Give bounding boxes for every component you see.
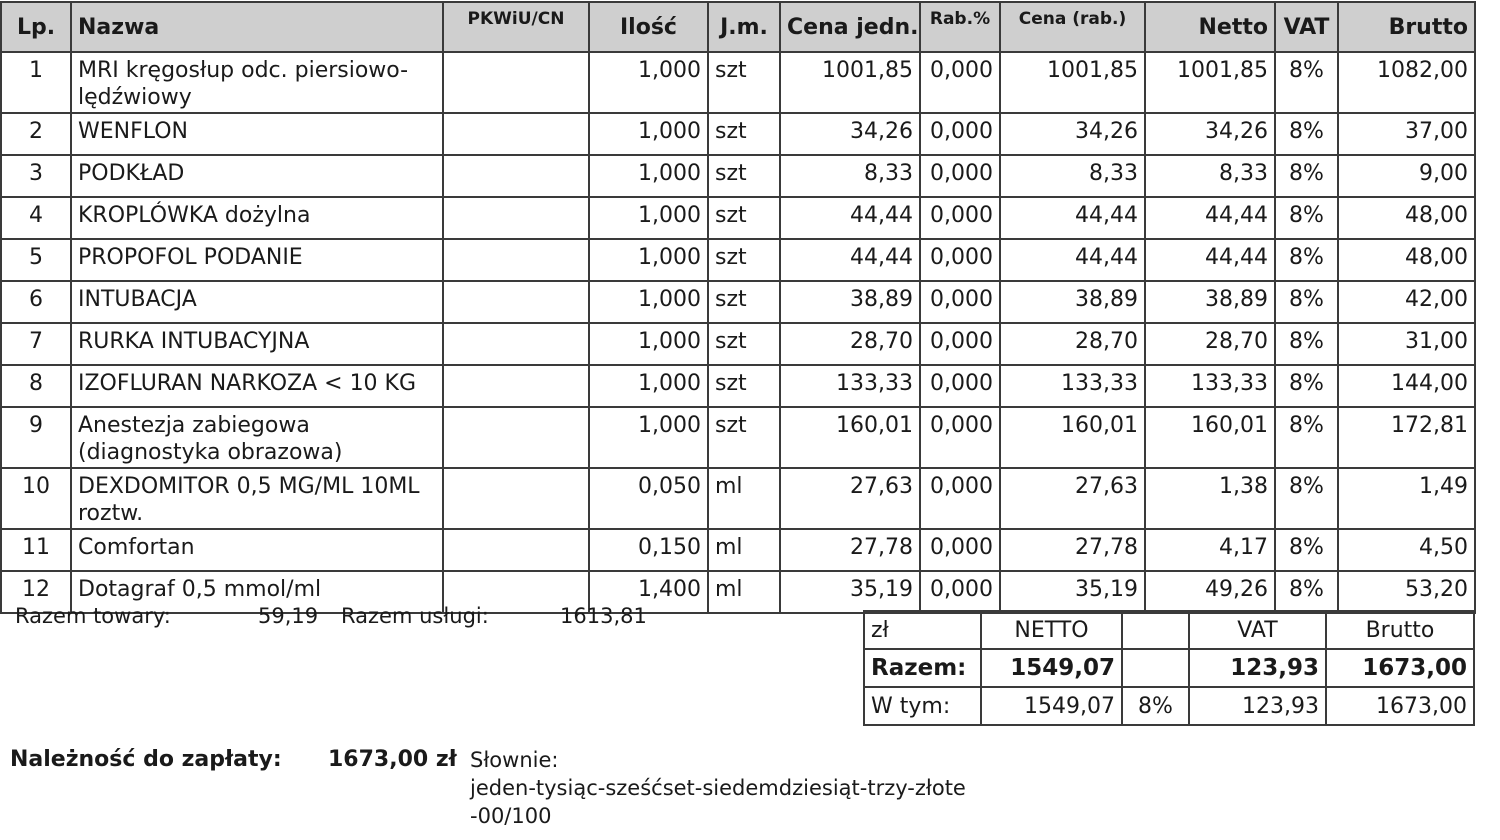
services-total-value: 1613,81 — [560, 604, 647, 628]
header-ilosc: Ilość — [589, 2, 708, 52]
row-discounted-price: 27,63 — [1000, 468, 1145, 529]
row-gross: 172,81 — [1338, 407, 1475, 468]
row-quantity: 1,000 — [589, 197, 708, 239]
row-unit-price: 133,33 — [780, 365, 920, 407]
row-net: 34,26 — [1145, 113, 1275, 155]
header-vat: VAT — [1275, 2, 1338, 52]
row-lp: 2 — [1, 113, 71, 155]
header-rab: Rab.% — [920, 2, 1000, 52]
row-lp: 12 — [1, 571, 71, 613]
row-unit-price: 44,44 — [780, 197, 920, 239]
summary-razem-label: Razem: — [864, 649, 981, 687]
row-name: KROPLÓWKA dożylna — [71, 197, 443, 239]
row-pkwiu — [443, 468, 589, 529]
row-lp: 5 — [1, 239, 71, 281]
row-unit: szt — [708, 365, 780, 407]
summary-razem-rate — [1122, 649, 1189, 687]
row-vat: 8% — [1275, 365, 1338, 407]
row-discounted-price: 27,78 — [1000, 529, 1145, 571]
summary-wtym-brutto: 1673,00 — [1326, 687, 1474, 725]
row-name: Anestezja zabiegowa (diagnostyka obrazowa) — [71, 407, 443, 468]
row-net: 8,33 — [1145, 155, 1275, 197]
summary-brutto-header: Brutto — [1326, 611, 1474, 649]
row-discounted-price: 38,89 — [1000, 281, 1145, 323]
row-pkwiu — [443, 197, 589, 239]
summary-razem-vat: 123,93 — [1189, 649, 1326, 687]
row-unit: szt — [708, 155, 780, 197]
row-name: RURKA INTUBACYJNA — [71, 323, 443, 365]
row-gross: 53,20 — [1338, 571, 1475, 613]
row-unit-price: 44,44 — [780, 239, 920, 281]
row-unit-price: 34,26 — [780, 113, 920, 155]
row-gross: 144,00 — [1338, 365, 1475, 407]
row-name: WENFLON — [71, 113, 443, 155]
header-jm: J.m. — [708, 2, 780, 52]
row-discount: 0,000 — [920, 239, 1000, 281]
row-quantity: 1,000 — [589, 155, 708, 197]
goods-total-value: 59,19 — [258, 604, 319, 628]
row-discounted-price: 34,26 — [1000, 113, 1145, 155]
summary-wtym-rate: 8% — [1122, 687, 1189, 725]
row-quantity: 1,000 — [589, 281, 708, 323]
row-net: 28,70 — [1145, 323, 1275, 365]
table-row — [1, 323, 1475, 365]
row-unit: ml — [708, 468, 780, 529]
row-unit: szt — [708, 113, 780, 155]
row-discount: 0,000 — [920, 365, 1000, 407]
table-row — [1, 52, 1475, 113]
amount-due-label: Należność do zapłaty: — [10, 747, 282, 772]
row-net: 49,26 — [1145, 571, 1275, 613]
row-discounted-price: 35,19 — [1000, 571, 1145, 613]
row-discount: 0,000 — [920, 281, 1000, 323]
invoice-rows — [1, 52, 1475, 613]
row-unit-price: 27,78 — [780, 529, 920, 571]
row-discounted-price: 1001,85 — [1000, 52, 1145, 113]
row-gross: 1082,00 — [1338, 52, 1475, 113]
row-lp: 7 — [1, 323, 71, 365]
invoice-items-table — [0, 1, 1476, 614]
row-pkwiu — [443, 113, 589, 155]
row-net: 1001,85 — [1145, 52, 1275, 113]
summary-razem-row — [864, 649, 1474, 687]
row-unit-price: 1001,85 — [780, 52, 920, 113]
table-row — [1, 365, 1475, 407]
row-name: PODKŁAD — [71, 155, 443, 197]
row-vat: 8% — [1275, 155, 1338, 197]
amount-in-words-label: Słownie: — [470, 748, 559, 772]
row-discount: 0,000 — [920, 155, 1000, 197]
table-row — [1, 155, 1475, 197]
row-quantity: 1,000 — [589, 239, 708, 281]
row-pkwiu — [443, 529, 589, 571]
row-vat: 8% — [1275, 407, 1338, 468]
row-name: DEXDOMITOR 0,5 MG/ML 10ML roztw. — [71, 468, 443, 529]
row-lp: 3 — [1, 155, 71, 197]
row-vat: 8% — [1275, 113, 1338, 155]
row-lp: 6 — [1, 281, 71, 323]
row-name: IZOFLURAN NARKOZA < 10 KG — [71, 365, 443, 407]
row-net: 4,17 — [1145, 529, 1275, 571]
row-quantity: 1,000 — [589, 113, 708, 155]
row-gross: 48,00 — [1338, 197, 1475, 239]
row-lp: 9 — [1, 407, 71, 468]
goods-total-label: Razem towary: — [15, 604, 171, 628]
row-unit: szt — [708, 281, 780, 323]
row-quantity: 1,000 — [589, 365, 708, 407]
row-quantity: 1,000 — [589, 407, 708, 468]
header-pkwiu: PKWiU/CN — [443, 2, 589, 52]
table-row — [1, 239, 1475, 281]
row-pkwiu — [443, 155, 589, 197]
row-net: 133,33 — [1145, 365, 1275, 407]
row-pkwiu — [443, 239, 589, 281]
row-discount: 0,000 — [920, 571, 1000, 613]
row-vat: 8% — [1275, 239, 1338, 281]
table-header-row — [1, 2, 1475, 52]
summary-wtym-row — [864, 687, 1474, 725]
row-discounted-price: 44,44 — [1000, 197, 1145, 239]
row-pkwiu — [443, 365, 589, 407]
summary-empty-cell — [1122, 611, 1189, 649]
row-unit: szt — [708, 323, 780, 365]
row-lp: 11 — [1, 529, 71, 571]
table-row — [1, 571, 1475, 613]
row-discounted-price: 44,44 — [1000, 239, 1145, 281]
header-brutto: Brutto — [1338, 2, 1475, 52]
row-discounted-price: 133,33 — [1000, 365, 1145, 407]
row-quantity: 1,000 — [589, 52, 708, 113]
row-vat: 8% — [1275, 571, 1338, 613]
row-discount: 0,000 — [920, 323, 1000, 365]
row-name: PROPOFOL PODANIE — [71, 239, 443, 281]
row-lp: 4 — [1, 197, 71, 239]
header-lp: Lp. — [1, 2, 71, 52]
vat-summary-table — [863, 610, 1475, 726]
summary-razem-brutto: 1673,00 — [1326, 649, 1474, 687]
row-quantity: 1,000 — [589, 323, 708, 365]
table-row — [1, 529, 1475, 571]
row-net: 44,44 — [1145, 197, 1275, 239]
row-pkwiu — [443, 407, 589, 468]
row-net: 160,01 — [1145, 407, 1275, 468]
row-vat: 8% — [1275, 281, 1338, 323]
table-row — [1, 468, 1475, 529]
table-row — [1, 407, 1475, 468]
summary-wtym-label: W tym: — [864, 687, 981, 725]
row-name: Comfortan — [71, 529, 443, 571]
row-vat: 8% — [1275, 529, 1338, 571]
row-unit-price: 27,63 — [780, 468, 920, 529]
summary-netto-header: NETTO — [981, 611, 1122, 649]
row-net: 44,44 — [1145, 239, 1275, 281]
row-gross: 1,49 — [1338, 468, 1475, 529]
header-cena-jedn: Cena jedn. — [780, 2, 920, 52]
row-name: Dotagraf 0,5 mmol/ml — [71, 571, 443, 613]
row-unit: szt — [708, 407, 780, 468]
row-gross: 4,50 — [1338, 529, 1475, 571]
row-discount: 0,000 — [920, 52, 1000, 113]
row-vat: 8% — [1275, 52, 1338, 113]
row-discount: 0,000 — [920, 197, 1000, 239]
row-unit: szt — [708, 52, 780, 113]
row-pkwiu — [443, 323, 589, 365]
row-unit-price: 8,33 — [780, 155, 920, 197]
row-pkwiu — [443, 52, 589, 113]
row-lp: 10 — [1, 468, 71, 529]
row-gross: 31,00 — [1338, 323, 1475, 365]
row-discounted-price: 160,01 — [1000, 407, 1145, 468]
row-gross: 48,00 — [1338, 239, 1475, 281]
row-discount: 0,000 — [920, 113, 1000, 155]
row-unit-price: 160,01 — [780, 407, 920, 468]
table-row — [1, 281, 1475, 323]
header-cena-rab: Cena (rab.) — [1000, 2, 1145, 52]
summary-header-row — [864, 611, 1474, 649]
summary-razem-netto: 1549,07 — [981, 649, 1122, 687]
row-pkwiu — [443, 281, 589, 323]
row-vat: 8% — [1275, 468, 1338, 529]
row-net: 1,38 — [1145, 468, 1275, 529]
row-name: MRI kręgosłup odc. piersiowo-lędźwiowy — [71, 52, 443, 113]
header-nazwa: Nazwa — [71, 2, 443, 52]
row-quantity: 1,400 — [589, 571, 708, 613]
header-netto: Netto — [1145, 2, 1275, 52]
row-gross: 37,00 — [1338, 113, 1475, 155]
table-row — [1, 197, 1475, 239]
row-unit-price: 35,19 — [780, 571, 920, 613]
amount-due-value: 1673,00 zł — [328, 747, 457, 772]
summary-vat-header: VAT — [1189, 611, 1326, 649]
row-unit-price: 38,89 — [780, 281, 920, 323]
row-unit: szt — [708, 197, 780, 239]
row-net: 38,89 — [1145, 281, 1275, 323]
row-unit: ml — [708, 529, 780, 571]
summary-wtym-netto: 1549,07 — [981, 687, 1122, 725]
row-discount: 0,000 — [920, 468, 1000, 529]
row-unit-price: 28,70 — [780, 323, 920, 365]
row-gross: 42,00 — [1338, 281, 1475, 323]
row-unit: ml — [708, 571, 780, 613]
row-discounted-price: 28,70 — [1000, 323, 1145, 365]
row-discount: 0,000 — [920, 529, 1000, 571]
row-name: INTUBACJA — [71, 281, 443, 323]
row-quantity: 0,050 — [589, 468, 708, 529]
row-vat: 8% — [1275, 323, 1338, 365]
row-vat: 8% — [1275, 197, 1338, 239]
table-row — [1, 113, 1475, 155]
amount-in-words-line2: -00/100 — [470, 804, 552, 828]
row-gross: 9,00 — [1338, 155, 1475, 197]
services-total-label: Razem usługi: — [341, 604, 489, 628]
row-unit: szt — [708, 239, 780, 281]
row-quantity: 0,150 — [589, 529, 708, 571]
row-lp: 8 — [1, 365, 71, 407]
summary-wtym-vat: 123,93 — [1189, 687, 1326, 725]
row-discount: 0,000 — [920, 407, 1000, 468]
row-discounted-price: 8,33 — [1000, 155, 1145, 197]
row-lp: 1 — [1, 52, 71, 113]
amount-in-words-line1: jeden-tysiąc-sześćset-siedemdziesiąt-trzy-złote — [470, 776, 966, 800]
summary-currency: zł — [864, 611, 981, 649]
